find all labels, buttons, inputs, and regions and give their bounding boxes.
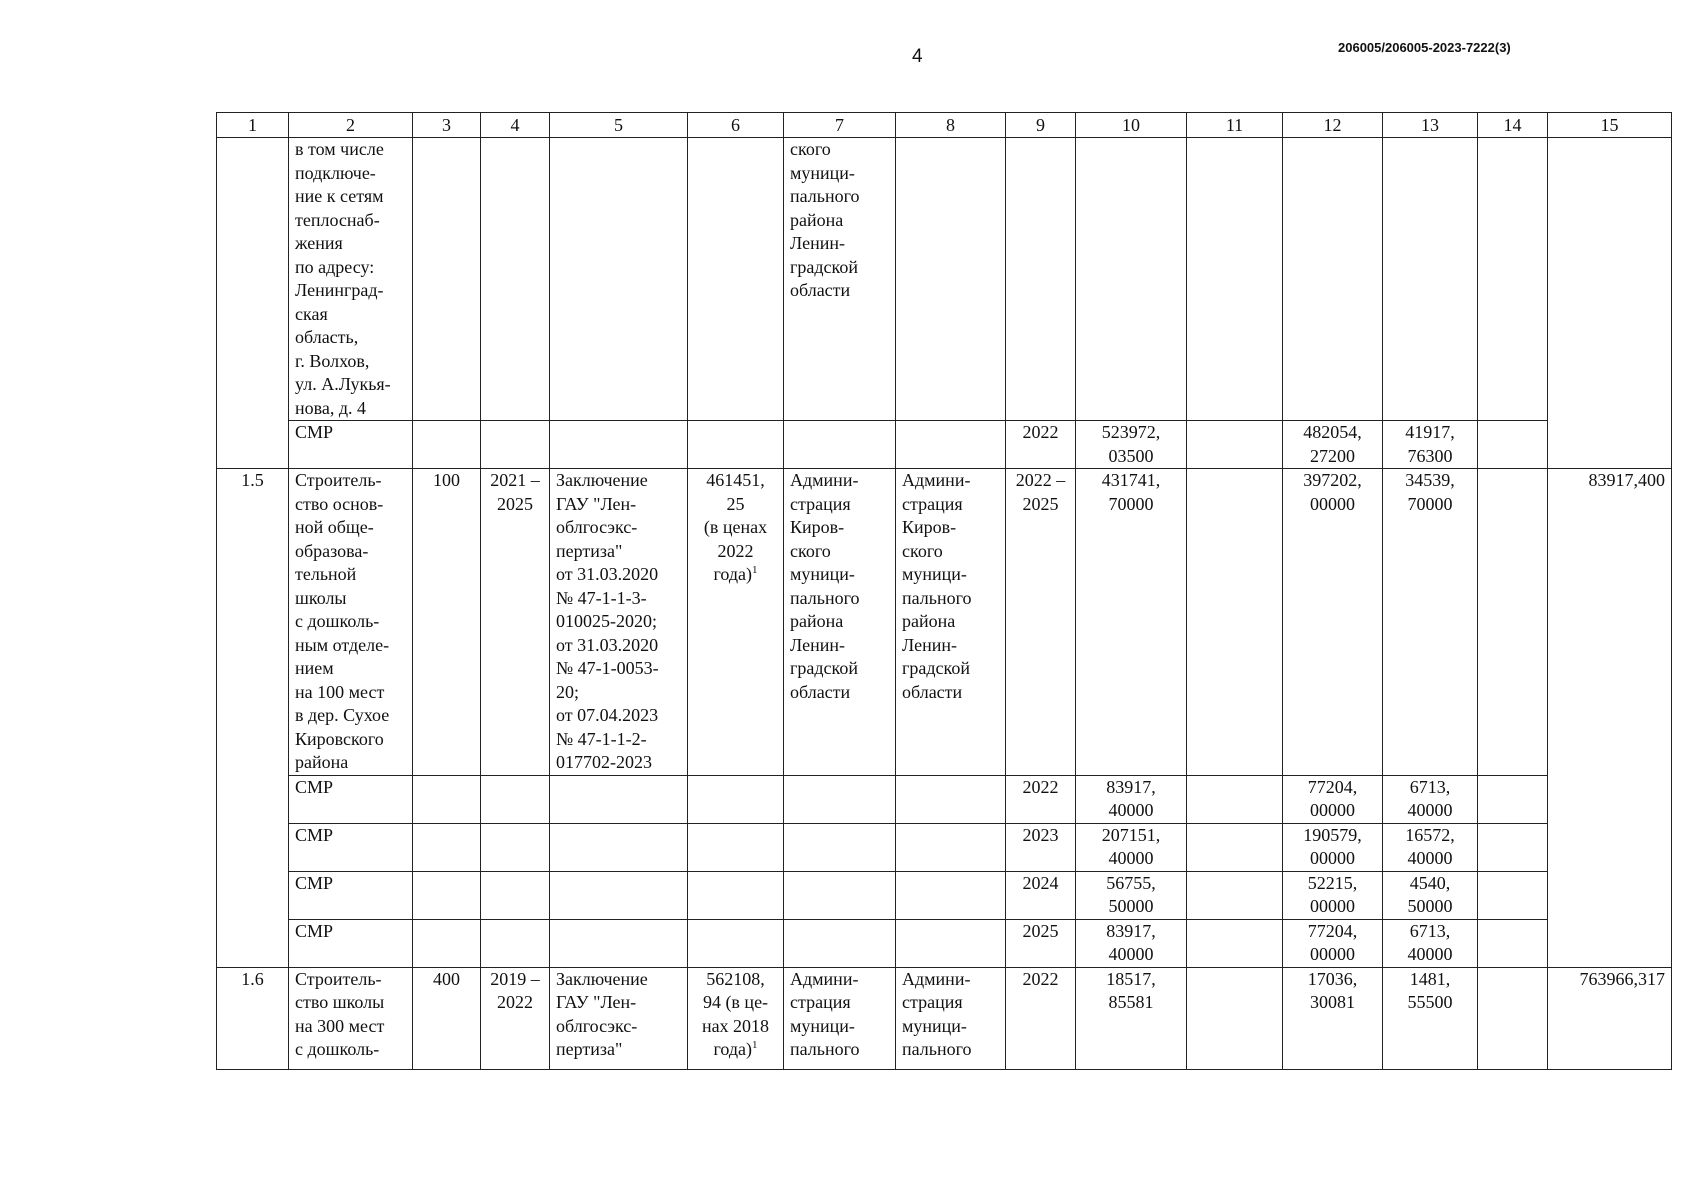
cell-empty (413, 823, 481, 871)
header-cell: 15 (1548, 113, 1672, 138)
expertise-conclusion: Заключение ГАУ "Лен- облгосэкс- пертиза" (550, 967, 688, 1069)
cell-empty (1187, 823, 1283, 871)
regional-funding: 17036, 30081 (1283, 967, 1383, 1069)
table-row-smr (217, 421, 1672, 469)
cell-empty (1187, 871, 1283, 919)
smr-local: 41917, 76300 (1383, 421, 1478, 469)
construction-period: 2019 – 2022 (481, 967, 550, 1069)
smr-year: 2024 (1006, 871, 1076, 919)
cell-empty (1478, 775, 1548, 823)
smr-total: 83917, 40000 (1076, 775, 1187, 823)
cell-empty (784, 919, 896, 967)
smr-regional: 52215, 00000 (1283, 871, 1383, 919)
cell-empty (1187, 421, 1283, 469)
cell-empty (688, 421, 784, 469)
header-cell: 14 (1478, 113, 1548, 138)
cell-empty (1006, 138, 1076, 421)
cell-empty (481, 919, 550, 967)
header-cell: 7 (784, 113, 896, 138)
column-numbers-row (217, 113, 1672, 138)
cell-empty (1478, 919, 1548, 967)
smr-label: СМР (289, 871, 413, 919)
table-row-smr (217, 775, 1672, 823)
cell-empty (413, 919, 481, 967)
smr-local: 6713, 40000 (1383, 919, 1478, 967)
header-cell: 1 (217, 113, 289, 138)
cell-empty (896, 775, 1006, 823)
developer: Админи- страция муници- пального (896, 967, 1006, 1069)
cell-empty (688, 775, 784, 823)
cell-empty (481, 421, 550, 469)
item-number: 1.6 (217, 967, 289, 1069)
capacity: 400 (413, 967, 481, 1069)
customer-text: ского муници- пального района Ленин- градской области (784, 138, 896, 421)
cell-empty (550, 823, 688, 871)
customer: Админи- страция Киров- ского муници- пального района Ленин- градской области (784, 469, 896, 776)
header-cell: 10 (1076, 113, 1187, 138)
cell-empty (413, 871, 481, 919)
header-cell: 9 (1006, 113, 1076, 138)
header-cell: 3 (413, 113, 481, 138)
cell-empty (550, 775, 688, 823)
smr-year: 2023 (1006, 823, 1076, 871)
cell-empty (1478, 469, 1548, 776)
cell-empty (784, 871, 896, 919)
smr-local: 4540, 50000 (1383, 871, 1478, 919)
cell-empty (550, 421, 688, 469)
cell-empty (481, 823, 550, 871)
smr-local: 6713, 40000 (1383, 775, 1478, 823)
cell-empty (481, 775, 550, 823)
header-cell: 2 (289, 113, 413, 138)
cell-empty (1076, 138, 1187, 421)
cell-empty (1478, 967, 1548, 1069)
cell-empty (1548, 138, 1672, 469)
cell-empty (1478, 421, 1548, 469)
local-funding: 34539, 70000 (1383, 469, 1478, 776)
smr-regional: 482054, 27200 (1283, 421, 1383, 469)
column-15-value: 83917,400 (1548, 469, 1672, 968)
table-row-continuation (217, 138, 1672, 421)
smr-label: СМР (289, 775, 413, 823)
page-number: 4 (912, 46, 923, 67)
capacity: 100 (413, 469, 481, 776)
cell-empty (217, 138, 289, 469)
table-row-smr (217, 823, 1672, 871)
cell-empty (1187, 469, 1283, 776)
cell-empty (1187, 138, 1283, 421)
regional-funding: 397202, 00000 (1283, 469, 1383, 776)
header-cell: 5 (550, 113, 688, 138)
object-name: Строитель- ство основ- ной обще- образова- тельной школы с дошколь- ным отделе- нием на 100 мест в дер. Сухое Кировского района (289, 469, 413, 776)
total-funding: 431741, 70000 (1076, 469, 1187, 776)
construction-period: 2021 – 2025 (481, 469, 550, 776)
smr-regional: 190579, 00000 (1283, 823, 1383, 871)
footnote-mark: 1 (752, 1039, 758, 1051)
funding-years: 2022 – 2025 (1006, 469, 1076, 776)
object-name: в том числе подключе- ние к сетям теплоснаб- жения по адресу: Ленинград- ская область, г. Волхов, ул. А.Лукья- нова, д. 4 (289, 138, 413, 421)
smr-year: 2022 (1006, 775, 1076, 823)
estimated-cost-value: 461451, 25 (в ценах 2022 года) (703, 470, 768, 584)
footnote-mark: 1 (752, 564, 758, 576)
cell-empty (896, 138, 1006, 421)
cell-empty (1187, 919, 1283, 967)
smr-regional: 77204, 00000 (1283, 775, 1383, 823)
cell-empty (688, 823, 784, 871)
cell-empty (1283, 138, 1383, 421)
investment-table (216, 112, 1672, 1070)
cell-empty (784, 421, 896, 469)
cell-empty (413, 138, 481, 421)
smr-regional: 77204, 00000 (1283, 919, 1383, 967)
table-row-smr (217, 919, 1672, 967)
expertise-conclusion: Заключение ГАУ "Лен- облгосэкс- пертиза" от 31.03.2020 № 47-1-1-3- 010025-2020; от 31.03.2020 № 47-1-0053- 20; от 07.04.2023 № 47-1-1-2- 017702-2023 (550, 469, 688, 776)
smr-total: 83917, 40000 (1076, 919, 1187, 967)
table-row-smr (217, 871, 1672, 919)
developer: Админи- страция Киров- ского муници- пального района Ленин- градской области (896, 469, 1006, 776)
cell-empty (413, 421, 481, 469)
cell-empty (688, 919, 784, 967)
table-row-item (217, 967, 1672, 1069)
header-cell: 6 (688, 113, 784, 138)
cell-empty (784, 823, 896, 871)
cell-empty (688, 871, 784, 919)
smr-local: 16572, 40000 (1383, 823, 1478, 871)
object-name: Строитель- ство школы на 300 мест с дошколь- (289, 967, 413, 1069)
cell-empty (1187, 775, 1283, 823)
header-cell: 13 (1383, 113, 1478, 138)
cell-empty (1478, 138, 1548, 421)
smr-label: СМР (289, 823, 413, 871)
smr-label: СМР (289, 421, 413, 469)
cell-empty (550, 138, 688, 421)
cell-empty (896, 421, 1006, 469)
smr-year: 2025 (1006, 919, 1076, 967)
smr-label: СМР (289, 919, 413, 967)
smr-year: 2022 (1006, 421, 1076, 469)
cell-empty (1478, 871, 1548, 919)
cell-empty (1187, 967, 1283, 1069)
total-funding: 18517, 85581 (1076, 967, 1187, 1069)
funding-years: 2022 (1006, 967, 1076, 1069)
cell-empty (896, 871, 1006, 919)
cell-empty (784, 775, 896, 823)
header-cell: 4 (481, 113, 550, 138)
estimated-cost-value: 562108, 94 (в це- нах 2018 года) (701, 968, 770, 1059)
estimated-cost (688, 967, 784, 1069)
smr-total: 56755, 50000 (1076, 871, 1187, 919)
header-cell: 12 (1283, 113, 1383, 138)
cell-empty (481, 871, 550, 919)
column-15-value: 763966,317 (1548, 967, 1672, 1069)
cell-empty (896, 823, 1006, 871)
cell-empty (550, 871, 688, 919)
smr-total: 207151, 40000 (1076, 823, 1187, 871)
table-row-item (217, 469, 1672, 776)
cell-empty (1383, 138, 1478, 421)
cell-empty (896, 919, 1006, 967)
smr-total: 523972, 03500 (1076, 421, 1187, 469)
cell-empty (1478, 823, 1548, 871)
estimated-cost (688, 469, 784, 776)
header-cell: 8 (896, 113, 1006, 138)
item-number: 1.5 (217, 469, 289, 968)
cell-empty (550, 919, 688, 967)
header-cell: 11 (1187, 113, 1283, 138)
cell-empty (688, 138, 784, 421)
local-funding: 1481, 55500 (1383, 967, 1478, 1069)
customer: Админи- страция муници- пального (784, 967, 896, 1069)
cell-empty (481, 138, 550, 421)
cell-empty (413, 775, 481, 823)
document-id: 206005/206005-2023-7222(3) (1338, 40, 1511, 55)
